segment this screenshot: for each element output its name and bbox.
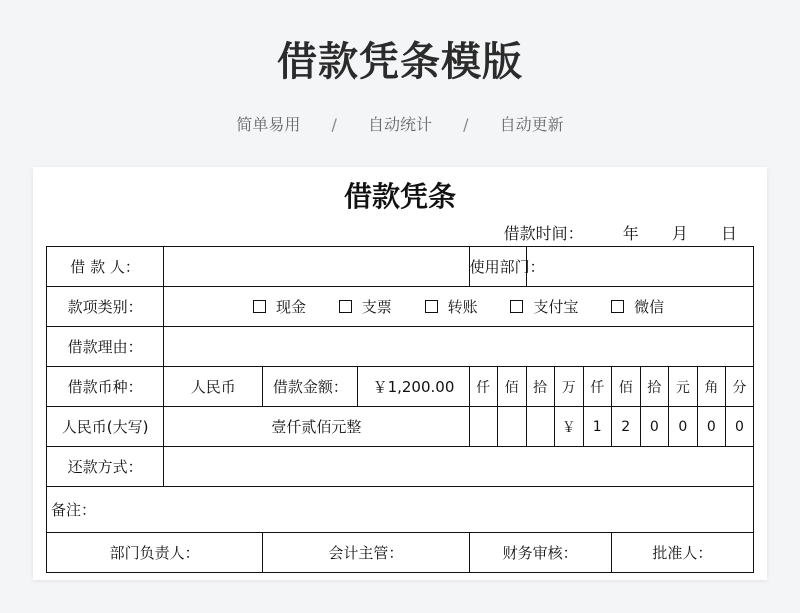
- date-month[interactable]: 月: [671, 224, 688, 243]
- category-label: 款项类别：: [47, 287, 164, 327]
- unit-wan: 万: [554, 367, 583, 407]
- currency-value[interactable]: 人民币: [164, 367, 263, 407]
- row-reason: [47, 327, 754, 367]
- digit-cell: 1: [583, 407, 611, 447]
- checkbox-icon[interactable]: [253, 300, 266, 313]
- currency-label: 借款币种：: [47, 367, 164, 407]
- digit-cell: ￥: [554, 407, 583, 447]
- uppercase-value: 壹仟贰佰元整: [164, 407, 469, 447]
- borrower-label: 借 款 人：: [47, 247, 164, 287]
- date-year[interactable]: 年: [622, 224, 639, 243]
- page-title: 借款凭条模版: [277, 39, 523, 85]
- voucher-title: 借款凭条: [343, 180, 456, 213]
- digit-cell: 0: [668, 407, 697, 447]
- reason-label: 借款理由：: [47, 327, 164, 367]
- row-borrower: [47, 247, 754, 287]
- amount-value[interactable]: ￥1,200.00: [358, 367, 469, 407]
- unit-qian: 仟: [583, 367, 611, 407]
- feature-tags: [0, 112, 800, 135]
- tag-auto-stat: 自动统计: [367, 115, 432, 134]
- voucher-table: [46, 246, 754, 573]
- option-alipay[interactable]: 支付宝: [510, 296, 578, 317]
- unit-bai: 佰: [611, 367, 640, 407]
- unit-shi-wan: 拾: [526, 367, 554, 407]
- row-repay: [47, 447, 754, 487]
- dept-field[interactable]: [526, 247, 753, 287]
- unit-shi: 拾: [640, 367, 668, 407]
- voucher-sheet: [33, 167, 767, 580]
- tag-easy: 简单易用: [236, 115, 301, 134]
- digit-cell: 0: [640, 407, 668, 447]
- sign-approver[interactable]: 批准人：: [611, 533, 753, 573]
- digit-cell: 0: [725, 407, 753, 447]
- tag-separator: /: [463, 115, 469, 134]
- digit-cell: [526, 407, 554, 447]
- row-signatures: [47, 533, 754, 573]
- unit-jiao: 角: [697, 367, 725, 407]
- unit-bai-wan: 佰: [497, 367, 526, 407]
- amount-label: 借款金额：: [263, 367, 358, 407]
- sign-accounting[interactable]: 会计主管：: [263, 533, 469, 573]
- digit-cell: 2: [611, 407, 640, 447]
- sign-dept-head[interactable]: 部门负责人：: [47, 533, 263, 573]
- unit-fen: 分: [725, 367, 753, 407]
- date-day[interactable]: 日: [720, 224, 737, 243]
- checkbox-icon[interactable]: [425, 300, 438, 313]
- option-transfer[interactable]: 转账: [425, 296, 478, 317]
- digit-cell: [469, 407, 497, 447]
- reason-field[interactable]: [164, 327, 754, 367]
- tag-auto-update: 自动更新: [499, 115, 564, 134]
- sign-finance[interactable]: 财务审核：: [469, 533, 611, 573]
- checkbox-icon[interactable]: [339, 300, 352, 313]
- row-currency: [47, 367, 754, 407]
- remark-label: 备注：: [51, 501, 97, 519]
- borrower-field[interactable]: [164, 247, 469, 287]
- row-remark: [47, 487, 754, 533]
- remark-field[interactable]: [47, 487, 754, 533]
- date-label: 借款时间：: [503, 224, 584, 243]
- option-check[interactable]: 支票: [339, 296, 392, 317]
- row-uppercase: [47, 407, 754, 447]
- checkbox-icon[interactable]: [510, 300, 523, 313]
- checkbox-icon[interactable]: [611, 300, 624, 313]
- unit-yuan: 元: [668, 367, 697, 407]
- row-category: [47, 287, 754, 327]
- date-line: [504, 221, 737, 244]
- digit-cell: [497, 407, 526, 447]
- category-options: [164, 287, 754, 327]
- option-wechat[interactable]: 微信: [611, 296, 664, 317]
- option-cash[interactable]: 现金: [253, 296, 306, 317]
- dept-label: 使用部门：: [469, 247, 526, 287]
- repay-field[interactable]: [164, 447, 754, 487]
- unit-qian-wan: 仟: [469, 367, 497, 407]
- uppercase-label: 人民币(大写): [47, 407, 164, 447]
- tag-separator: /: [331, 115, 337, 134]
- digit-cell: 0: [697, 407, 725, 447]
- repay-label: 还款方式：: [47, 447, 164, 487]
